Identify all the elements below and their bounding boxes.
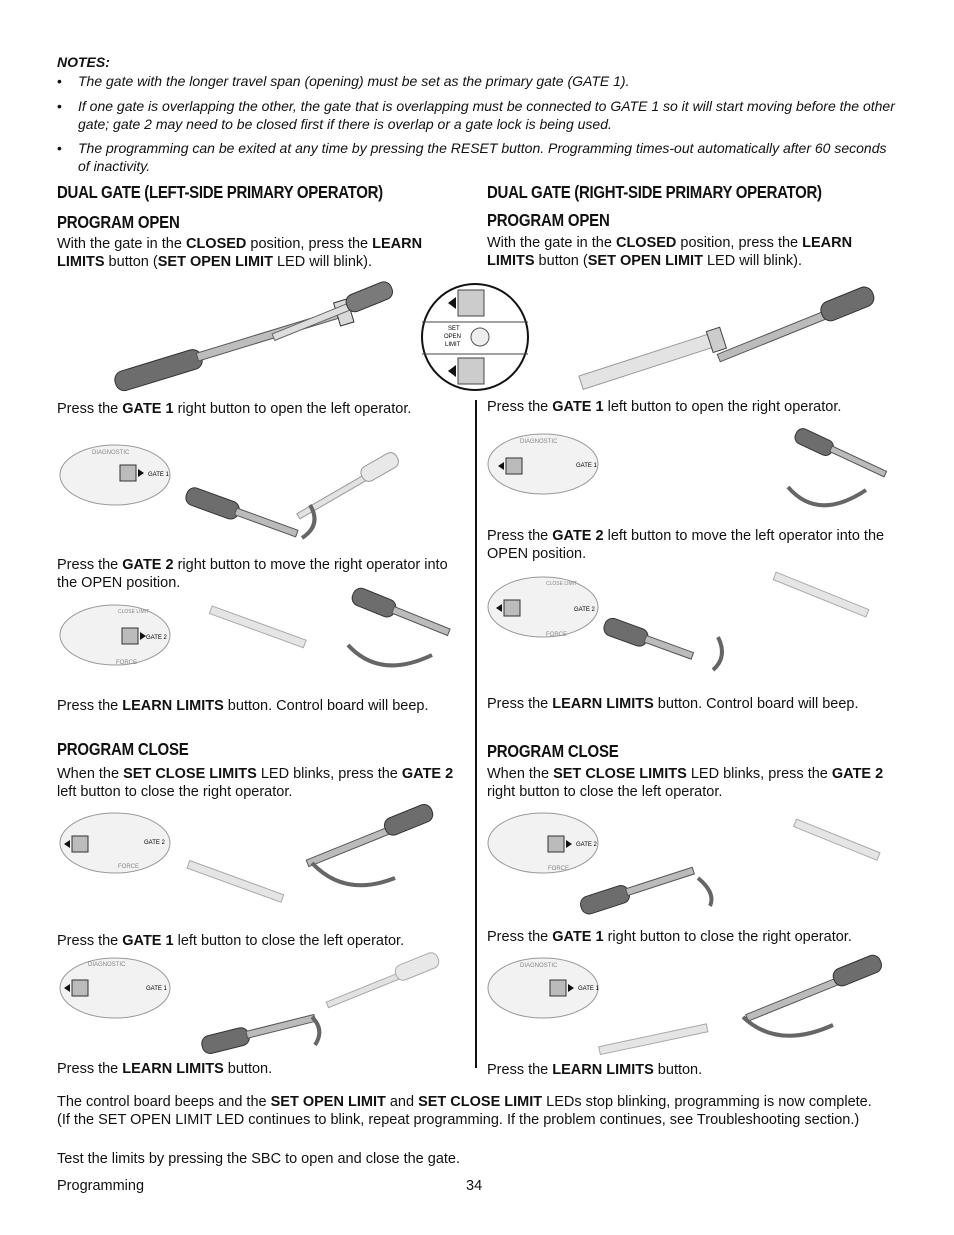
left-open-step-2: Press the GATE 1 right button to open the left operator. bbox=[57, 401, 412, 417]
left-close-gate1-illustration bbox=[60, 955, 470, 1050]
right-close-gate2-illustration bbox=[488, 808, 898, 928]
svg-text:CLOSE LIMIT: CLOSE LIMIT bbox=[118, 609, 150, 615]
svg-text:GATE 1: GATE 1 bbox=[148, 472, 169, 478]
left-close-step-1: When the SET CLOSE LIMITS LED blinks, press the GATE 2 left button to close the right operator. bbox=[57, 766, 454, 800]
svg-text:GATE 1: GATE 1 bbox=[578, 986, 599, 992]
svg-text:FORCE: FORCE bbox=[546, 632, 567, 638]
svg-text:GATE 1: GATE 1 bbox=[146, 986, 167, 992]
board-label-set: SET bbox=[448, 326, 460, 332]
left-close-gate2-illustration bbox=[60, 808, 470, 928]
right-section-heading: DUAL GATE (RIGHT-SIDE PRIMARY OPERATOR) bbox=[487, 183, 822, 203]
column-divider bbox=[475, 400, 477, 1068]
right-program-open-heading: PROGRAM OPEN bbox=[487, 211, 610, 231]
svg-text:DIAGNOSTIC: DIAGNOSTIC bbox=[92, 450, 130, 456]
footer-section-name: Programming bbox=[57, 1178, 145, 1194]
board-label-limit: LIMIT bbox=[445, 342, 461, 348]
completion-paragraph: The control board beeps and the SET OPEN LIMIT and SET CLOSE LIMIT LEDs stop blinking, programming is now complete. (If the SET OPEN LIMIT LED continues to blink, repeat programming. If the problem continues, see Troubleshooting section.) bbox=[57, 1094, 872, 1128]
right-close-step-1: When the SET CLOSE LIMITS LED blinks, press the GATE 2 right button to close the left operator. bbox=[487, 766, 884, 800]
right-open-step-4: Press the LEARN LIMITS button. Control board will beep. bbox=[487, 696, 859, 712]
right-open-step-2: Press the GATE 1 left button to open the right operator. bbox=[487, 399, 842, 415]
svg-text:GATE 2: GATE 2 bbox=[574, 607, 595, 613]
left-gate2-illustration bbox=[60, 600, 470, 690]
test-limits-paragraph: Test the limits by pressing the SBC to open and close the gate. bbox=[57, 1151, 461, 1167]
left-section-heading: DUAL GATE (LEFT-SIDE PRIMARY OPERATOR) bbox=[57, 183, 383, 203]
svg-text:GATE 1: GATE 1 bbox=[576, 463, 597, 469]
svg-text:DIAGNOSTIC: DIAGNOSTIC bbox=[520, 963, 558, 969]
left-open-step-3: Press the GATE 2 right button to move the right operator into the OPEN position. bbox=[57, 557, 448, 591]
note-item: • The programming can be exited at any time by pressing the RESET button. Programming times-out automatically after 60 seconds of inactivity. bbox=[57, 140, 887, 174]
svg-text:CLOSE LIMIT: CLOSE LIMIT bbox=[546, 581, 578, 587]
right-program-close-heading: PROGRAM CLOSE bbox=[487, 742, 619, 762]
right-open-step-1: With the gate in the CLOSED position, press the LEARN LIMITS button (SET OPEN LIMIT LED will blink). bbox=[487, 235, 853, 269]
svg-text:FORCE: FORCE bbox=[548, 866, 569, 872]
page-number: 34 bbox=[466, 1178, 483, 1194]
svg-text:GATE 2: GATE 2 bbox=[576, 842, 597, 848]
left-close-step-3: Press the LEARN LIMITS button. bbox=[57, 1061, 273, 1077]
right-gate2-illustration bbox=[488, 572, 898, 687]
board-label-open: OPEN bbox=[444, 334, 462, 340]
left-operator-closed-illustration bbox=[95, 278, 395, 378]
svg-text:FORCE: FORCE bbox=[118, 864, 139, 870]
note-item: • If one gate is overlapping the other, the gate that is overlapping must be connected to GATE 1 so it will start moving before the other gate; gate 2 may need to be closed first if there is overlap or a gate lock is being used. bbox=[57, 98, 895, 132]
right-close-step-3: Press the LEARN LIMITS button. bbox=[487, 1062, 703, 1078]
svg-text:FORCE: FORCE bbox=[116, 660, 137, 666]
left-close-step-2: Press the GATE 1 left button to close the left operator. bbox=[57, 933, 405, 949]
svg-text:GATE 2: GATE 2 bbox=[146, 635, 167, 641]
left-gate1-illustration bbox=[60, 443, 470, 558]
right-close-step-2: Press the GATE 1 right button to close the right operator. bbox=[487, 929, 852, 945]
svg-text:GATE 2: GATE 2 bbox=[144, 840, 165, 846]
note-item: • The gate with the longer travel span (opening) must be set as the primary gate (GATE 1). bbox=[57, 73, 630, 89]
svg-text:DIAGNOSTIC: DIAGNOSTIC bbox=[520, 439, 558, 445]
left-open-step-1: With the gate in the CLOSED position, press the LEARN LIMITS button (SET OPEN LIMIT LED will blink). bbox=[57, 236, 423, 270]
control-board-callout bbox=[420, 282, 530, 392]
left-open-step-4: Press the LEARN LIMITS button. Control board will beep. bbox=[57, 698, 429, 714]
right-operator-closed-illustration bbox=[560, 275, 890, 375]
svg-text:DIAGNOSTIC: DIAGNOSTIC bbox=[88, 962, 126, 968]
right-gate1-illustration bbox=[488, 432, 898, 517]
left-program-open-heading: PROGRAM OPEN bbox=[57, 213, 180, 233]
left-program-close-heading: PROGRAM CLOSE bbox=[57, 740, 189, 760]
right-close-gate1-illustration bbox=[488, 955, 898, 1050]
notes-title: NOTES: bbox=[57, 54, 110, 70]
right-open-step-3: Press the GATE 2 left button to move the left operator into the OPEN position. bbox=[487, 528, 885, 562]
